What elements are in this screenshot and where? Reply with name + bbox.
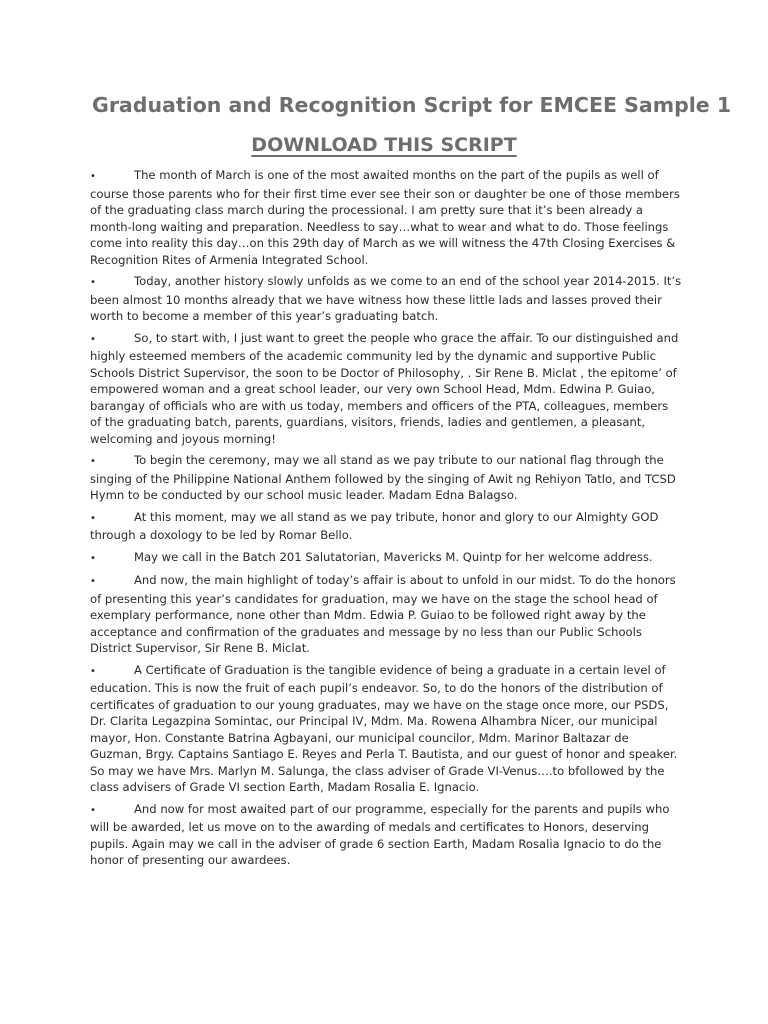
paragraph-text: So, to start with, I just want to greet the people who grace the affair. To our distinguished and highly esteemed members of the academic community led by the dynamic and supportive Public Schools District Supervisor, the soon to be Doctor of Philosophy, . Sir Rene B. Miclat , the epitome’ of empowered woman and a great school leader, our very own School Head, Mdm. Edwina P. Guiao, barangay of officials who are with us today, members and officers of the PTA, colleagues, members of the graduating batch, parents, guardians, visitors, friends, ladies and gentlemen, a pleasant, welcoming and joyous morning! <box>90 330 679 446</box>
script-paragraph <box>90 549 682 568</box>
paragraph-text: A Certificate of Graduation is the tangible evidence of being a graduate in a certain level of education. This is now the fruit of each pupil’s endeavor. So, to do the honors of the distribution of certificates of graduation to our young graduates, may we have on the stage once more, our PSDS, Dr. Clarita Legazpina Somintac, our Principal IV, Mdm. Ma. Rowena Alhambra Nicer, our municipal mayor, Hon. Constante Batrina Agbayani, our municipal councilor, Mdm. Marinor Baltazar de Guzman, Brgy. Captains Santiago E. Reyes and Perla T. Bautista, and our guest of honor and speaker. So may we have Mrs. Marlyn M. Salunga, the class adviser of Grade VI-Venus….to bfollowed by the class advisers of Grade VI section Earth, Madam Rosalia E. Ignacio. <box>90 662 678 794</box>
paragraph-text: May we call in the Batch 201 Salutatorian, Mavericks M. Quintp for her welcome address. <box>134 549 653 564</box>
script-paragraph <box>90 572 682 657</box>
paragraph-text: To begin the ceremony, may we all stand as we pay tribute to our national flag through the singing of the Philippine National Anthem followed by the singing of Awit ng Rehiyon Tatlo, and TCSD Hymn to be conducted by our school music leader. Madam Edna Balagso. <box>90 453 676 502</box>
script-paragraph <box>90 662 682 796</box>
page-title: Graduation and Recognition Script for EMCEE Sample 1 <box>92 93 732 117</box>
bullet-icon: • <box>90 512 96 524</box>
bullet-icon: • <box>90 333 96 345</box>
paragraph-text: Today, another history slowly unfolds as we come to an end of the school year 2014-2015. It’s been almost 10 months already that we have witness how these little lads and lasses proved their worth to become a member of this year’s graduating batch. <box>90 274 682 323</box>
paragraph-text: The month of March is one of the most awaited months on the part of the pupils as well of course those parents who for their first time ever see their son or daughter be one of those members of the graduating class march during the processional. I am pretty sure that it’s been already a month-long waiting and preparation. Needless to say…what to wear and what to do. Those feelings come into reality this day…on this 29th day of March as we will witness the 47th Closing Exercises & Recognition Rites of Armenia Integrated School. <box>90 168 680 267</box>
paragraph-text: And now for most awaited part of our programme, especially for the parents and pupils who will be awarded, let us move on to the awarding of medals and certificates to Honors, deserving pupils. Again may we call in the adviser of grade 6 section Earth, Madam Rosalia Ignacio to do the honor of presenting our awardees. <box>90 801 670 867</box>
bullet-icon: • <box>90 277 96 288</box>
download-script-link[interactable]: DOWNLOAD THIS SCRIPT <box>251 134 517 156</box>
bullet-icon: • <box>90 665 96 677</box>
bullet-icon: • <box>90 552 96 564</box>
bullet-icon: • <box>90 171 96 182</box>
paragraph-text: And now, the main highlight of today’s affair is about to unfold in our midst. To do the honors of presenting this year’s candidates for graduation, may we have on the stage the school head of exemplary performance, none other than Mdm. Edwia P. Guiao to be followed right away by the acceptance and confirmation of the graduates and message by no less than our Public Schools District Supervisor, Sir Rene B. Miclat. <box>90 573 676 655</box>
bullet-icon: • <box>90 804 96 816</box>
script-paragraph <box>90 330 682 448</box>
script-paragraph <box>90 452 682 504</box>
script-paragraph <box>90 273 682 325</box>
paragraph-text: At this moment, may we all stand as we pay tribute, honor and glory to our Almighty GOD through a doxology to be led by Romar Bello. <box>90 509 659 542</box>
bullet-icon: • <box>90 576 96 587</box>
script-paragraph <box>90 167 682 268</box>
script-paragraph-list <box>90 167 682 874</box>
script-paragraph <box>90 509 682 544</box>
bullet-icon: • <box>90 456 96 467</box>
script-paragraph <box>90 801 682 869</box>
